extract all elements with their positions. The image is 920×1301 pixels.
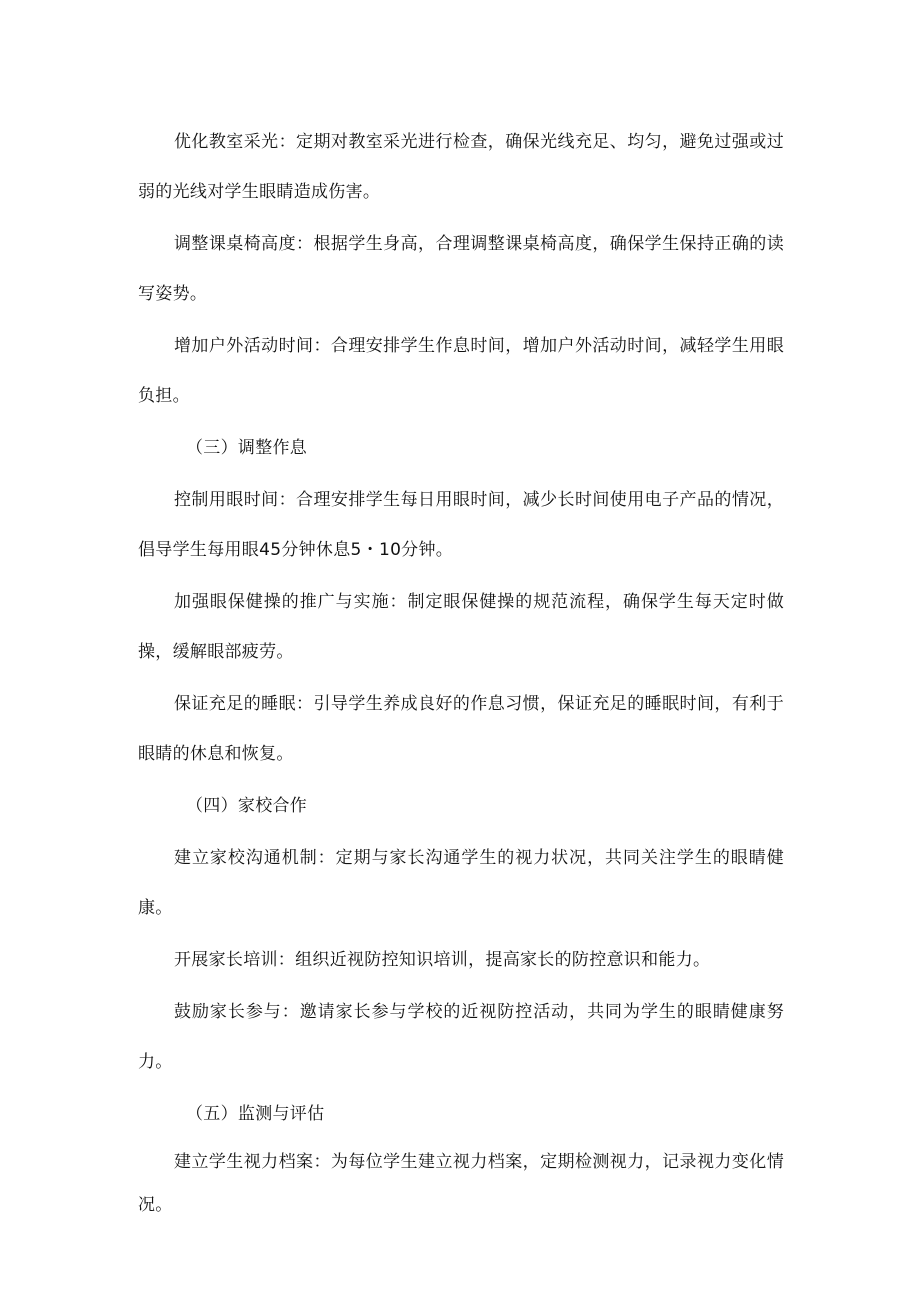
document-body	[138, 117, 784, 1229]
paragraph-sleep: 保证充足的睡眠：引导学生养成良好的作息习惯，保证充足的睡眠时间，有利于眼睛的休息和恢复。	[138, 694, 784, 764]
paragraph-eye-time: 控制用眼时间：合理安排学生每日用眼时间，减少长时间使用电子产品的情况，倡导学生每用眼45分钟休息5・10分钟。	[138, 490, 784, 560]
section-heading-home-school: （四）家校合作	[186, 796, 308, 816]
paragraph-outdoor-activity: 增加户外活动时间：合理安排学生作息时间，增加户外活动时间，减轻学生用眼负担。	[138, 336, 784, 406]
paragraph-desk-height: 调整课桌椅高度：根据学生身高，合理调整课桌椅高度，确保学生保持正确的读写姿势。	[138, 234, 784, 304]
section-heading-schedule: （三）调整作息	[186, 438, 308, 458]
paragraph-communication: 建立家校沟通机制：定期与家长沟通学生的视力状况，共同关注学生的眼睛健康。	[138, 848, 784, 918]
paragraph-vision-records: 建立学生视力档案：为每位学生建立视力档案，定期检测视力，记录视力变化情况。	[138, 1152, 784, 1215]
paragraph-parent-training: 开展家长培训：组织近视防控知识培训，提高家长的防控意识和能力。	[174, 950, 711, 970]
paragraph-parent-participation: 鼓励家长参与：邀请家长参与学校的近视防控活动，共同为学生的眼睛健康努力。	[138, 1002, 784, 1072]
paragraph-classroom-lighting: 优化教室采光：定期对教室采光进行检查，确保光线充足、均匀，避免过强或过弱的光线对学生眼睛造成伤害。	[138, 132, 784, 202]
section-heading-monitoring: （五）监测与评估	[186, 1104, 325, 1124]
paragraph-eye-exercise: 加强眼保健操的推广与实施：制定眼保健操的规范流程，确保学生每天定时做操，缓解眼部疲劳。	[138, 592, 784, 662]
